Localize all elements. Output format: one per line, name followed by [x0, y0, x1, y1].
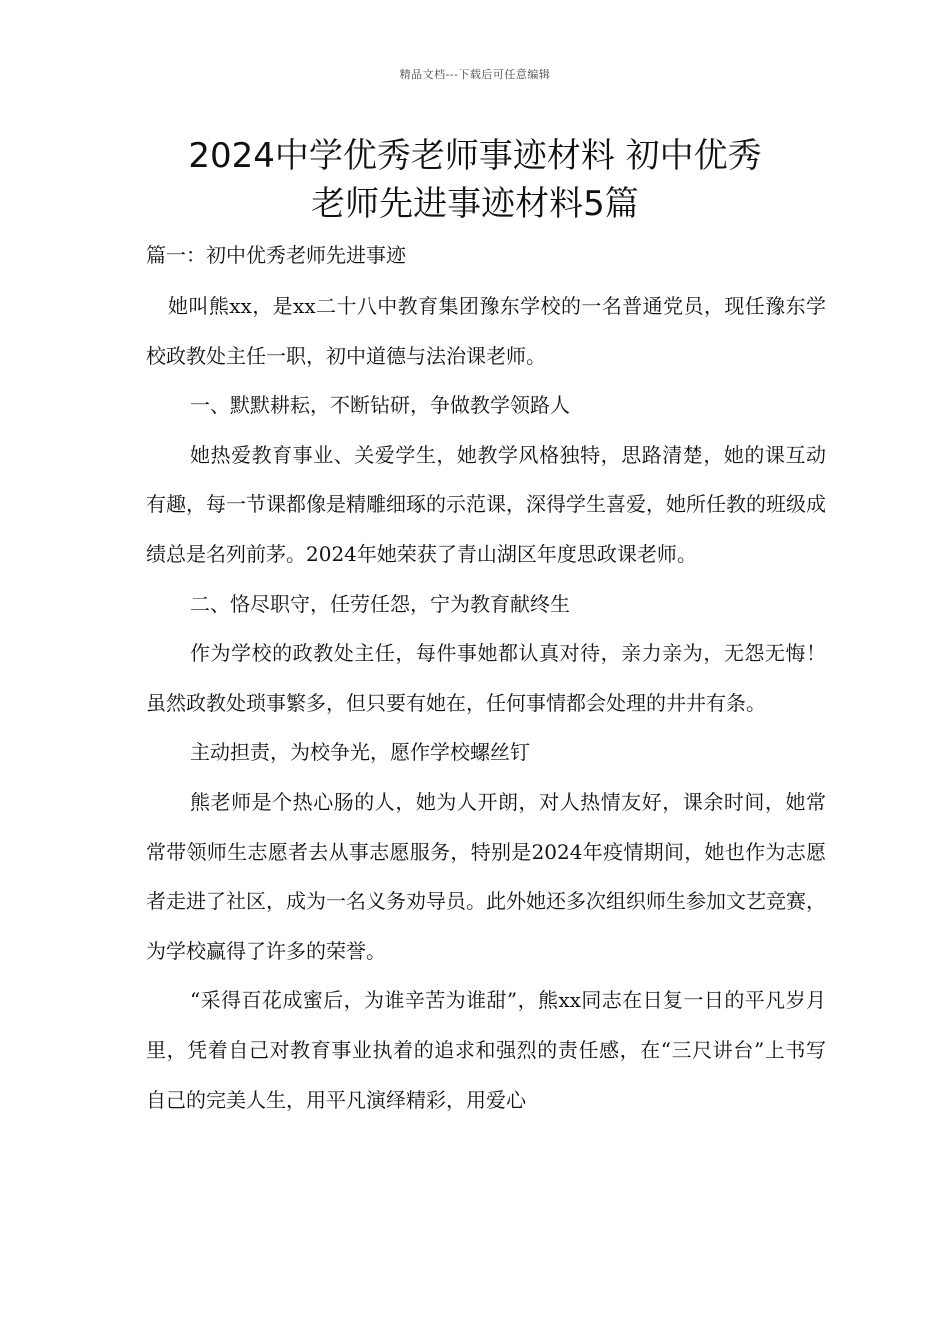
- heading-2: 二、恪尽职守，任劳任怨，宁为教育献终生: [190, 591, 570, 616]
- paragraph-2: 作为学校的政教处主任，每件事她都认真对待，亲力亲为，无怨无悔！虽然政教处琐事繁多，但只要有她在，任何事情都会处理的井井有条。: [146, 641, 826, 715]
- section-label: 篇一：初中优秀老师先进事迹: [146, 243, 406, 267]
- page-header: 精品文档---下载后可任意编辑: [399, 68, 551, 81]
- paragraph-1: 她热爱教育事业、关爱学生，她教学风格独特，思路清楚，她的课互动有趣，每一节课都像是精雕细琢的示范课，深得学生喜爱，她所任教的班级成绩总是名列前茅。2024年她荣获了青山湖区年度思政课老师。: [146, 442, 826, 566]
- heading-1: 一、默默耕耘，不断钻研，争做教学领路人: [190, 393, 570, 418]
- document-title: [120, 132, 830, 228]
- heading-3: 主动担责，为校争光，愿作学校螺丝钉: [190, 740, 530, 765]
- paragraph-3: 熊老师是个热心肠的人，她为人开朗，对人热情友好，课余时间，她常常带领师生志愿者去从事志愿服务，特别是2024年疫情期间，她也作为志愿者走进了社区，成为一名义务劝导员。此外她还多次组织师生参加文艺竞赛，为学校赢得了许多的荣誉。: [146, 789, 826, 963]
- paragraph-intro: 她叫熊xx，是xx二十八中教育集团豫东学校的一名普通党员，现任豫东学校政教处主任一职，初中道德与法治课老师。: [146, 294, 826, 368]
- document-body: [146, 282, 826, 1125]
- title-line-1: 2024中学优秀老师事迹材料 初中优秀: [188, 136, 762, 176]
- paragraph-4: “采得百花成蜜后，为谁辛苦为谁甜”，熊xx同志在日复一日的平凡岁月里，凭着自己对教育事业执着的追求和强烈的责任感，在“三尺讲台”上书写自己的完美人生，用平凡演绎精彩，用爱心: [146, 988, 826, 1112]
- title-line-2: 老师先进事迹材料5篇: [311, 184, 639, 224]
